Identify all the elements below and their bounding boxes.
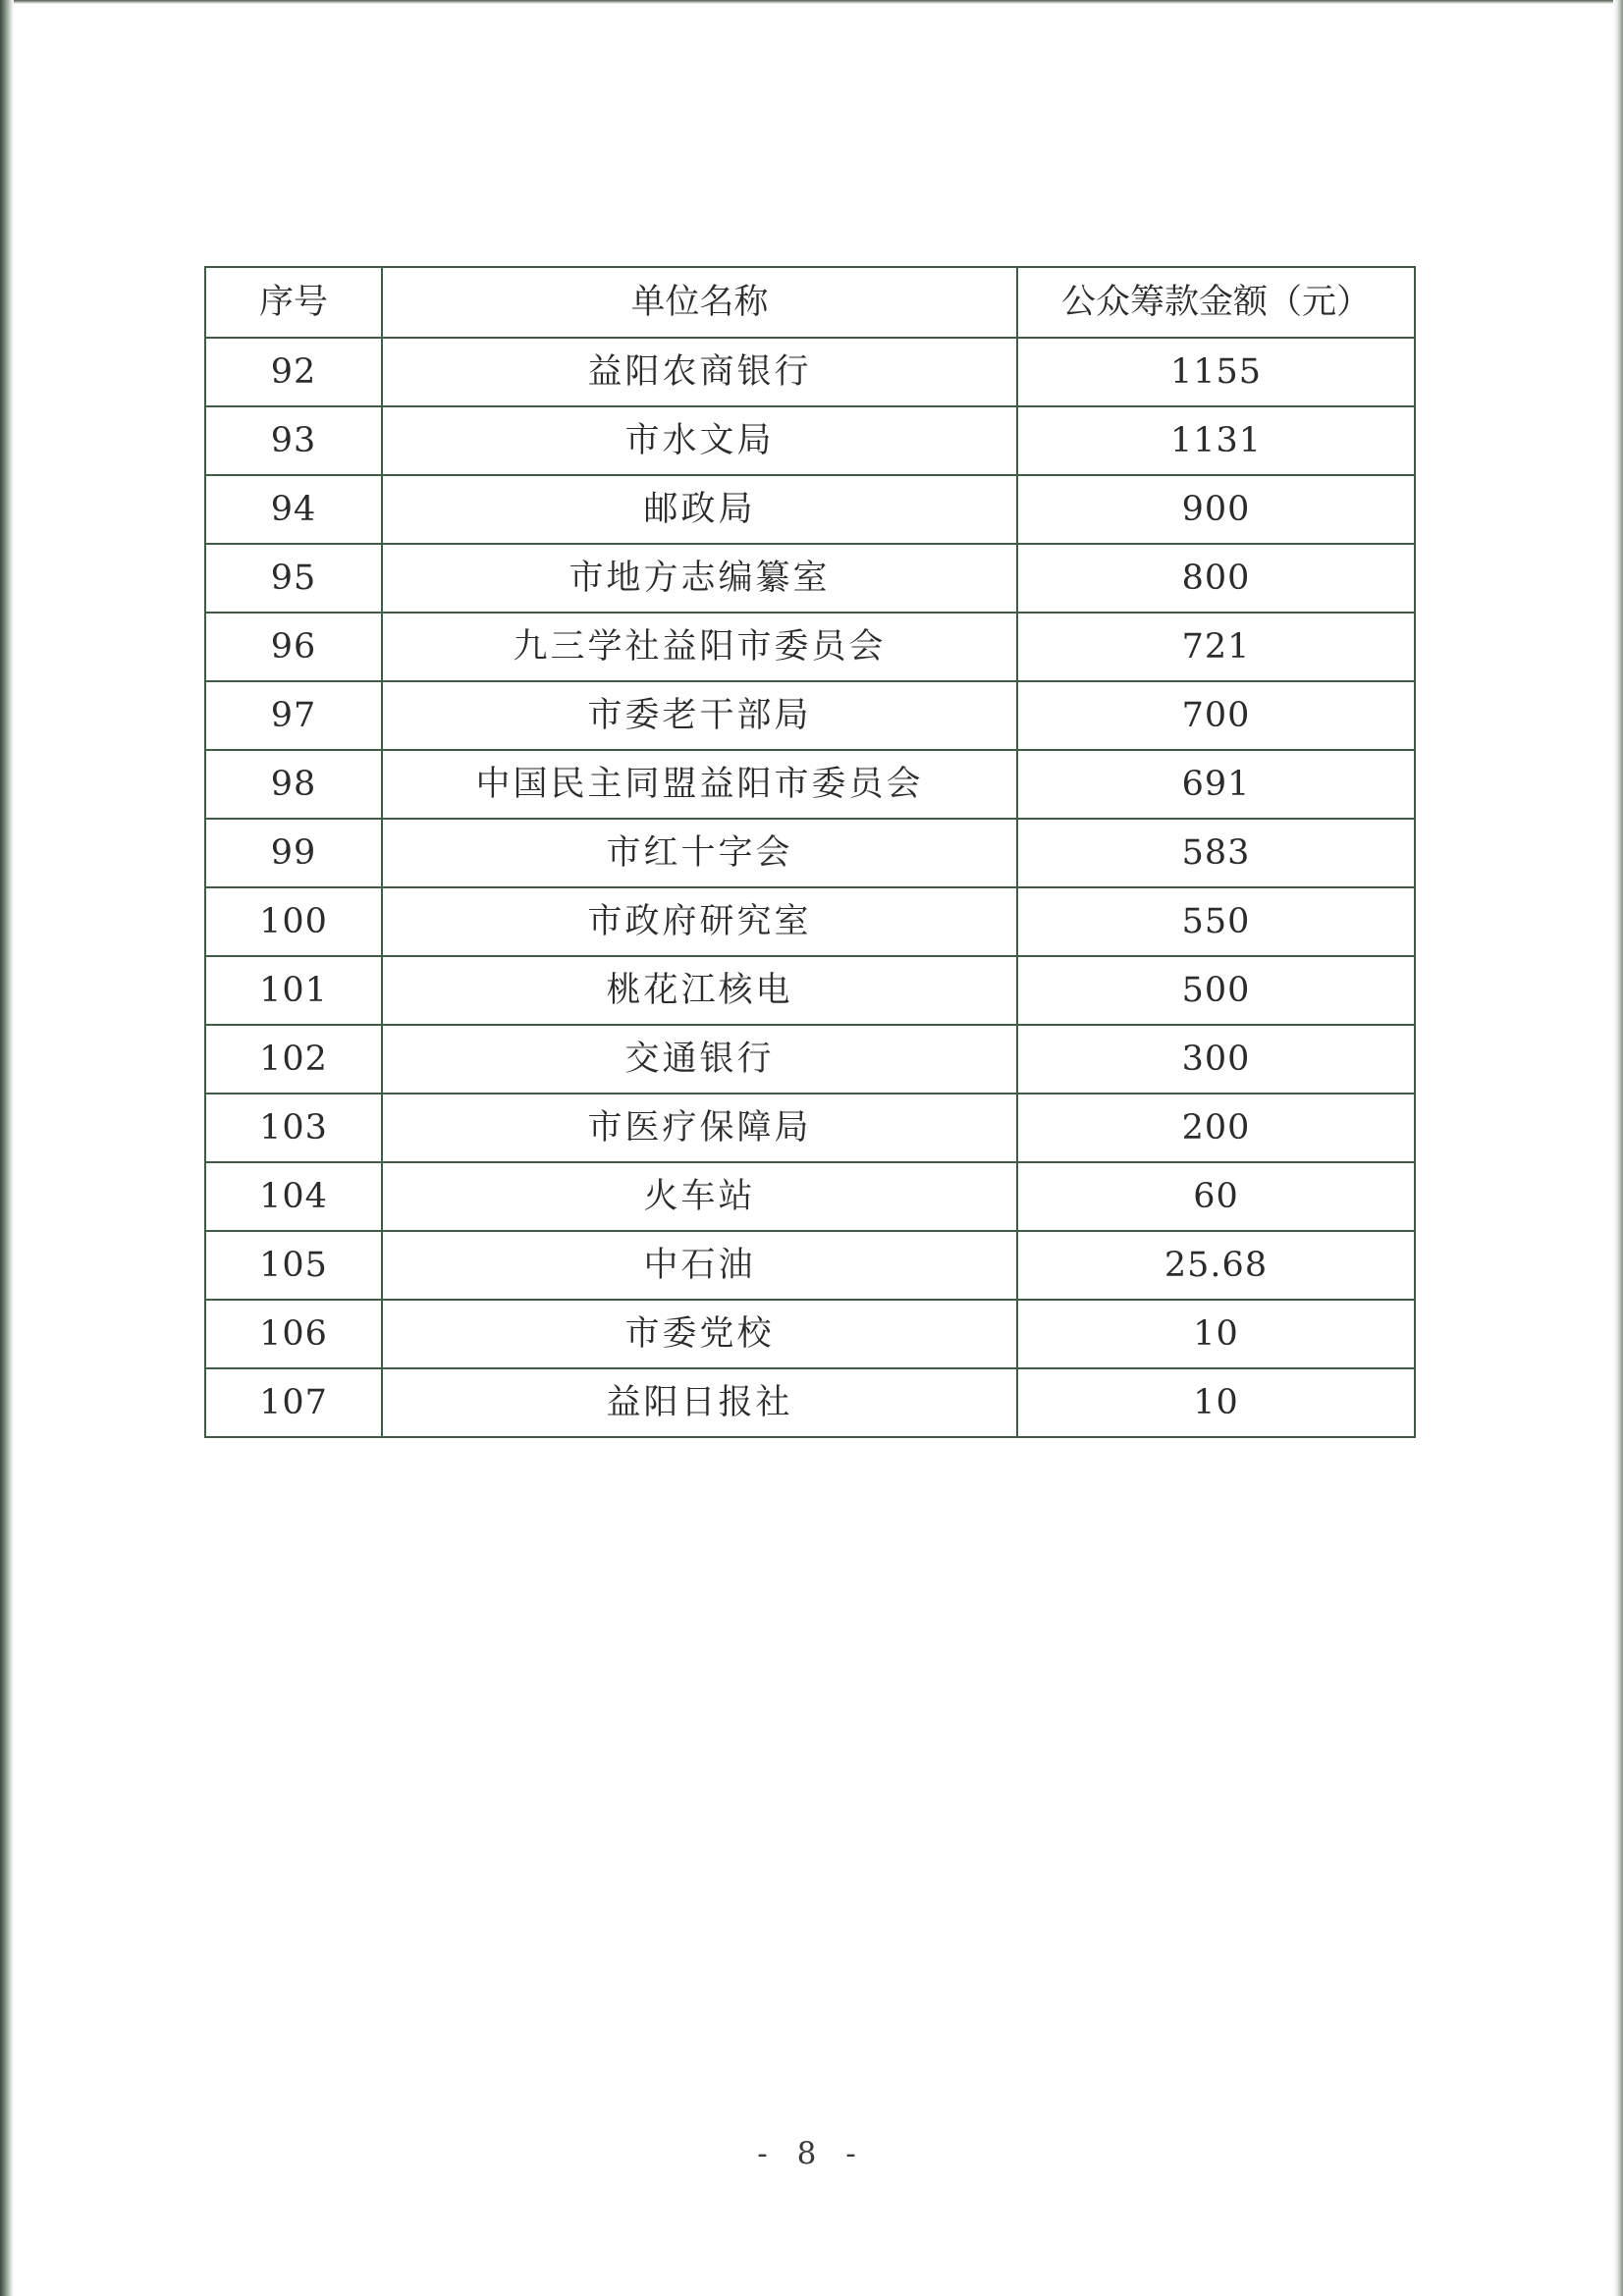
serial-number-cell: 101: [205, 956, 382, 1025]
serial-number-cell: 104: [205, 1162, 382, 1231]
table-row: [205, 887, 1415, 956]
table-row: [205, 544, 1415, 613]
donation-amount-cell: 900: [1017, 475, 1415, 544]
serial-number-cell: 105: [205, 1231, 382, 1300]
table-row: [205, 1162, 1415, 1231]
unit-name-cell: 益阳日报社: [382, 1368, 1017, 1437]
donation-amount-cell: 200: [1017, 1094, 1415, 1162]
unit-name-cell: 中石油: [382, 1231, 1017, 1300]
unit-name-cell: 市委党校: [382, 1300, 1017, 1368]
unit-name-cell: 九三学社益阳市委员会: [382, 613, 1017, 681]
serial-number-cell: 99: [205, 819, 382, 887]
donation-amount-cell: 1155: [1017, 338, 1415, 406]
donation-amount-cell: 700: [1017, 681, 1415, 750]
table-row: [205, 819, 1415, 887]
table-body: [205, 338, 1415, 1437]
donation-amount-cell: 800: [1017, 544, 1415, 613]
unit-name-cell: 桃花江核电: [382, 956, 1017, 1025]
table-row: [205, 956, 1415, 1025]
unit-name-cell: 交通银行: [382, 1025, 1017, 1094]
donation-amount-cell: 500: [1017, 956, 1415, 1025]
table-row: [205, 750, 1415, 819]
donation-amount-cell: 691: [1017, 750, 1415, 819]
donation-amount-cell: 10: [1017, 1368, 1415, 1437]
unit-name-cell: 市地方志编纂室: [382, 544, 1017, 613]
unit-name-cell: 中国民主同盟益阳市委员会: [382, 750, 1017, 819]
serial-number-cell: 95: [205, 544, 382, 613]
serial-number-cell: 98: [205, 750, 382, 819]
serial-number-cell: 102: [205, 1025, 382, 1094]
table-row: [205, 681, 1415, 750]
donation-amount-cell: 583: [1017, 819, 1415, 887]
page-number: - 8 -: [757, 2136, 866, 2171]
table-row: [205, 613, 1415, 681]
table-row: [205, 1025, 1415, 1094]
unit-name-cell: 市红十字会: [382, 819, 1017, 887]
table-row: [205, 338, 1415, 406]
scan-edge-right: [1613, 0, 1623, 2296]
donation-table: [204, 266, 1416, 1438]
unit-name-cell: 火车站: [382, 1162, 1017, 1231]
unit-name-cell: 益阳农商银行: [382, 338, 1017, 406]
donation-amount-cell: 550: [1017, 887, 1415, 956]
table-row: [205, 1300, 1415, 1368]
serial-number-cell: 107: [205, 1368, 382, 1437]
table-row: [205, 1368, 1415, 1437]
table-row: [205, 475, 1415, 544]
unit-name-cell: 市水文局: [382, 406, 1017, 475]
table-row: [205, 1231, 1415, 1300]
donation-amount-cell: 300: [1017, 1025, 1415, 1094]
donation-amount-cell: 10: [1017, 1300, 1415, 1368]
serial-number-cell: 94: [205, 475, 382, 544]
scan-edge-top: [0, 0, 1623, 4]
unit-name-cell: 市政府研究室: [382, 887, 1017, 956]
header-unit-name: 单位名称: [382, 267, 1017, 338]
table-row: [205, 1094, 1415, 1162]
unit-name-cell: 市委老干部局: [382, 681, 1017, 750]
serial-number-cell: 100: [205, 887, 382, 956]
donation-amount-cell: 721: [1017, 613, 1415, 681]
donation-amount-cell: 1131: [1017, 406, 1415, 475]
table-row: [205, 406, 1415, 475]
table-header: [205, 267, 1415, 338]
serial-number-cell: 93: [205, 406, 382, 475]
donation-table-container: [204, 266, 1414, 1438]
header-serial-number: 序号: [205, 267, 382, 338]
header-donation-amount: 公众筹款金额（元）: [1017, 267, 1415, 338]
serial-number-cell: 97: [205, 681, 382, 750]
unit-name-cell: 市医疗保障局: [382, 1094, 1017, 1162]
scan-edge-left: [0, 0, 14, 2296]
header-row: [205, 267, 1415, 338]
serial-number-cell: 92: [205, 338, 382, 406]
serial-number-cell: 103: [205, 1094, 382, 1162]
unit-name-cell: 邮政局: [382, 475, 1017, 544]
donation-amount-cell: 60: [1017, 1162, 1415, 1231]
serial-number-cell: 106: [205, 1300, 382, 1368]
serial-number-cell: 96: [205, 613, 382, 681]
donation-amount-cell: 25.68: [1017, 1231, 1415, 1300]
